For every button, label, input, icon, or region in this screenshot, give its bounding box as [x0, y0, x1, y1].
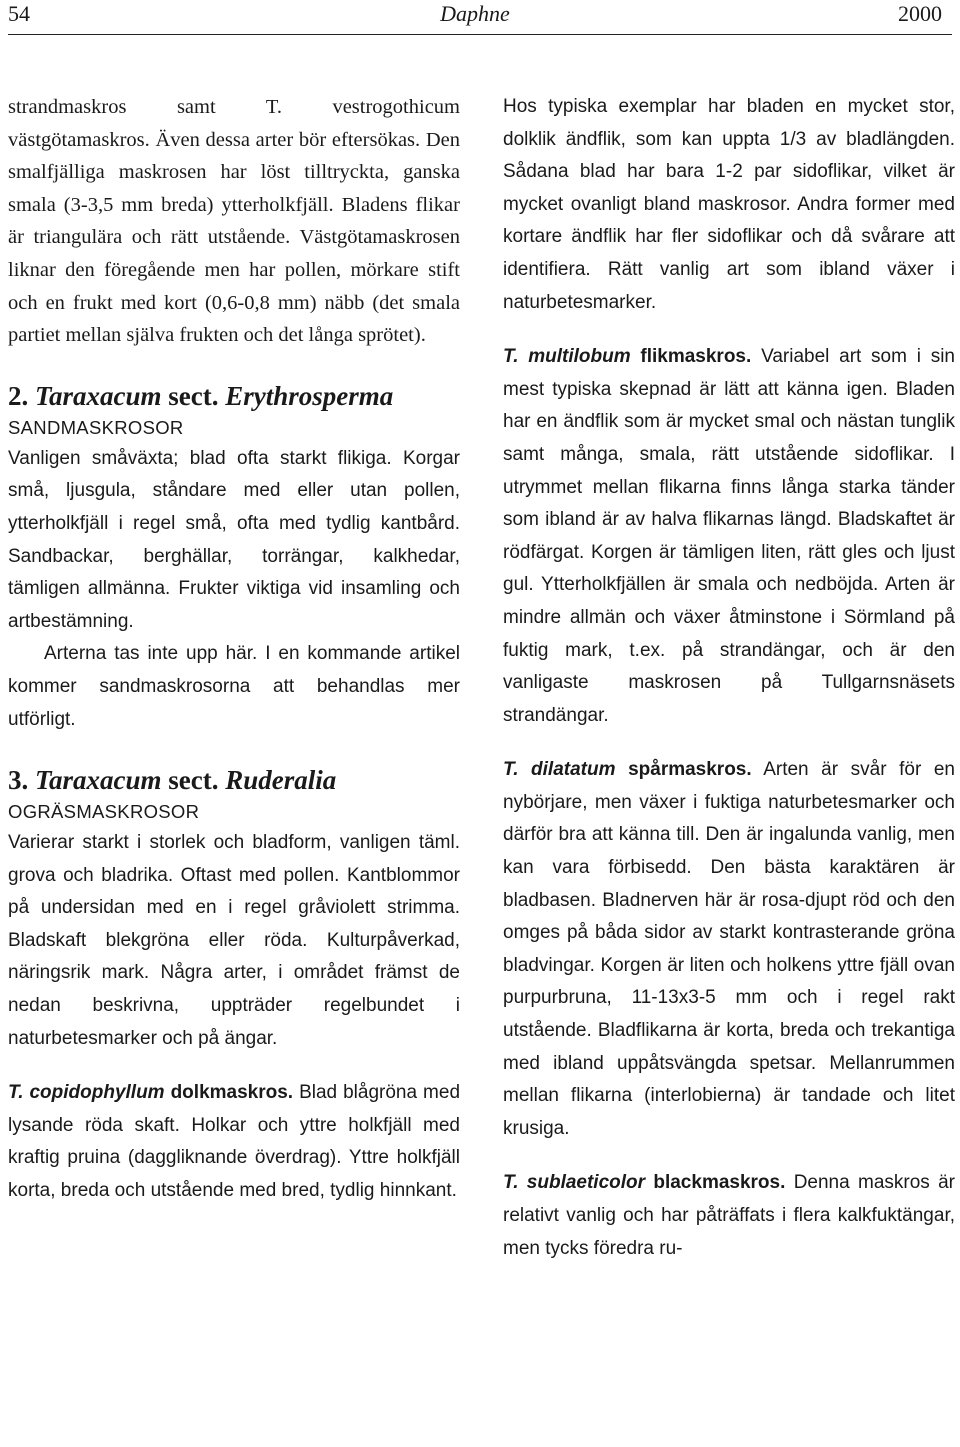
species-description: Arten är svår för en nybörjare, men växer i fuktiga naturbetesmarker och därför bra att känna till. Den är ingalunda vanlig, men kan vara förbisedd. Den bästa karaktären är bladbasen. Bladnerven här är rosa-djupt röd och den omges på båda sidor av starkt kontrasterande gröna bladvingar. Korgen är liten och holkens yttre fjäll ovan purpurbruna, 11-13x3-5 mm och i regel rakt utstående. Bladflikarna är korta, breda och trekantiga med ibland uppåtsvängda spetsar. Mellanrummen mellan flikarna (interlobierna) är tandade och litet krusiga. — [503, 759, 955, 1139]
section-name: Erythrosperma — [225, 380, 394, 411]
genus-name: Taraxacum — [35, 380, 162, 411]
species-latin-name: T. copidophyllum — [8, 1082, 165, 1104]
page-number: 54 — [8, 1, 30, 26]
species-entry — [503, 341, 955, 732]
section-heading-2 — [8, 379, 460, 413]
journal-title: Daphne — [440, 1, 510, 26]
species-description: Variabel art som i sin mest typiska skepnad är lätt att känna igen. Bladen har en ändflik som är mycket smal och nästan tunglik samt många, smala, rätt utstående sidoflikar. I utrymmet mellan flikarna finns långa starka tänder som ibland är av halva flikarnas längd. Bladskaftet är rödfärgat. Korgen är tämligen liten, rätt gles och ljust gul. Ytterholkfjällen är smala och nedböjda. Arten är mindre allmän och växer åtminstone i Sörmland på fuktig mark, t.ex. på strandängar, och är den vanligaste maskrosen på Tullgarnsnäsets strandängar. — [503, 346, 955, 726]
section-heading-3 — [8, 763, 460, 797]
species-entry — [503, 754, 955, 1145]
species-swedish-name: spårmaskros. — [628, 759, 752, 781]
species-description: Denna maskros är relativt vanlig och har påträffats i flera kalkfuktängar, men tycks föredra ru- — [503, 1172, 955, 1259]
species-entry — [8, 1077, 460, 1207]
section-label: sect. — [168, 765, 219, 796]
section-description: Vanligen småväxta; blad ofta starkt flikiga. Korgar små, ljusgula, ståndare med eller utan pollen, ytterholkfjäll i regel små, ofta med tydlig kantbård. Sandbackar, berghällar, torrängar, kalkhedar, tämligen allmänna. Frukter viktiga vid insamling och artbestämning. — [8, 447, 460, 632]
species-swedish-name: dolkmaskros. — [170, 1082, 294, 1104]
section-description: Varierar starkt i storlek och bladform, vanligen täml. grova och bladrika. Oftast med pollen. Kantblommor på undersidan med en i regel gråviolett strimma. Bladskaft blekgröna eller röda. Kulturpåverkad, näringsrik mark. Några arter, i området främst de nedan beskrivna, uppträder regelbundet i naturbetesmarker och på ängar. — [8, 832, 460, 1049]
section-common-name: OGRÄSMASKROSOR — [8, 801, 200, 823]
species-latin-name: T. multilobum — [503, 346, 631, 368]
species-swedish-name: blackmaskros. — [653, 1172, 786, 1194]
intro-paragraph: strandmaskros samt T. vestrogothicum västgötamaskros. Även dessa arter bör eftersökas. Den smalfjälliga maskrosen har löst tilltryckta, ganska smala (3-3,5 mm breda) ytterholkfjäll. Bladens flikar är triangulära och rätt utstående. Västgötamaskrosen liknar den föregående men har pollen, mörkare stift och en frukt med kort (0,6-0,8 mm) näbb (det smala partiet mellan själva frukten och det långa sprötet). — [8, 96, 460, 347]
section-name: Ruderalia — [225, 765, 337, 796]
left-column — [8, 91, 460, 1208]
genus-name: Taraxacum — [35, 765, 162, 796]
section-label: sect. — [168, 380, 219, 411]
species-latin-name: T. dilatatum — [503, 759, 616, 781]
species-latin-name: T. sublaeticolor — [503, 1172, 646, 1194]
right-column — [503, 91, 955, 1265]
section-number: 2. — [8, 380, 29, 411]
species-swedish-name: flikmaskros. — [640, 346, 752, 368]
continued-paragraph: Hos typiska exemplar har bladen en mycket stor, dolklik ändflik, som kan uppta 1/3 av bladlängden. Sådana blad har bara 1-2 par sidoflikar, vilket är mycket ovanligt bland maskrosor. Andra former med kortare ändflik har fler sidoflikar och då svårare att identifiera. Rätt vanlig art som ibland växer i naturbetesmarker. — [503, 96, 955, 313]
section-number: 3. — [8, 765, 29, 796]
page-header — [8, 0, 942, 30]
publication-year: 2000 — [898, 1, 942, 26]
species-description: Blad blågröna med lysande röda skaft. Holkar och yttre holkfjäll med kraftig pruina (daggliknande överdrag). Yttre holkfjäll korta, breda och utstående med bred, tydlig hinnkant. — [8, 1082, 461, 1202]
section-note: Arterna tas inte upp här. I en kommande artikel kommer sandmaskrosorna att behandlas mer utförligt. — [8, 643, 460, 730]
species-entry — [503, 1167, 955, 1265]
section-common-name: SANDMASKROSOR — [8, 416, 184, 438]
header-rule — [8, 34, 952, 35]
